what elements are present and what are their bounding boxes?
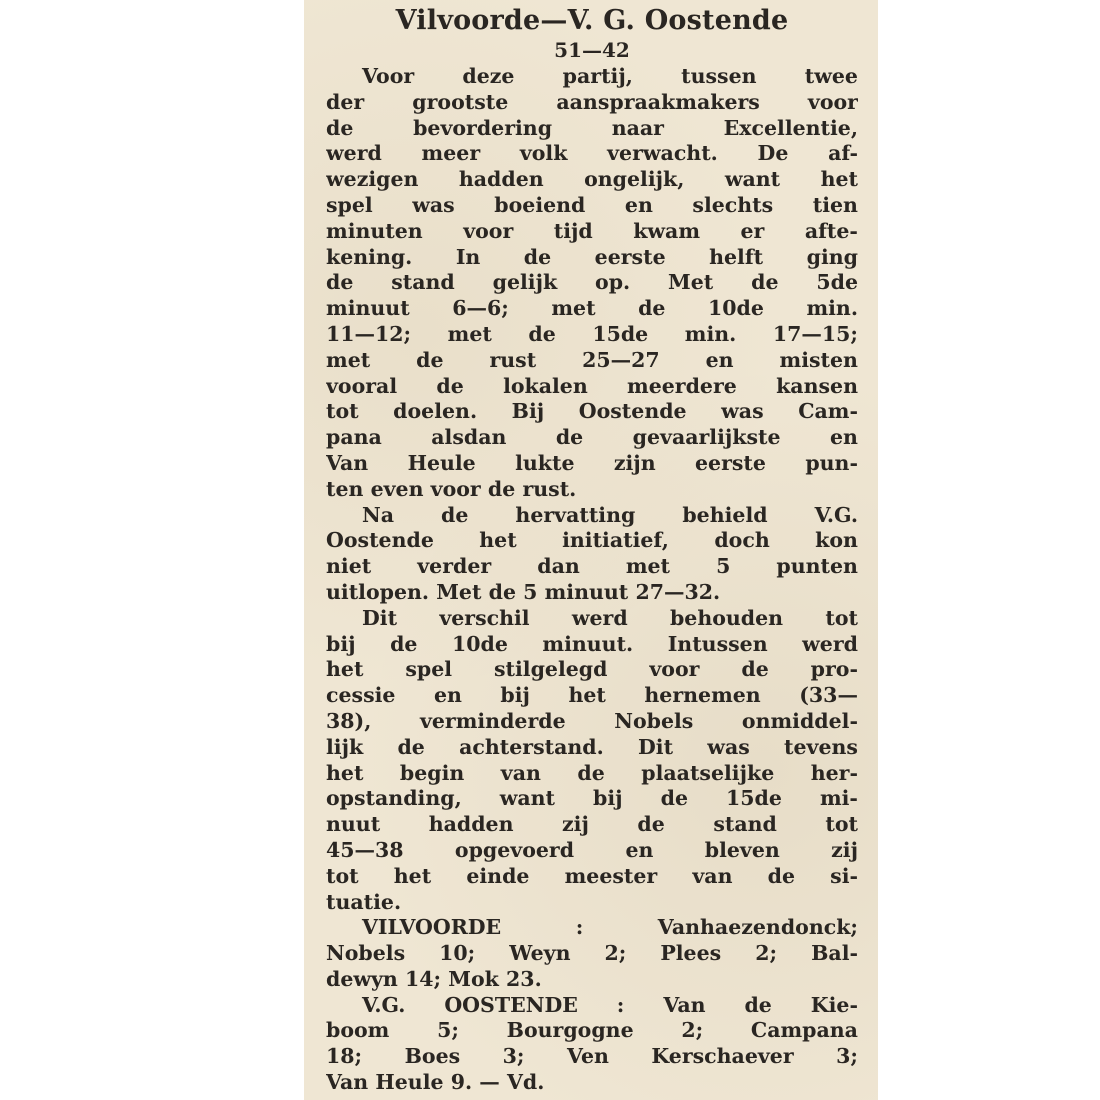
article-paragraph [326,915,858,992]
article-line: opstanding, want bij de 15de mi- [326,786,858,811]
article-line: werd meer volk verwacht. De af- [326,141,858,166]
article-line: Oostende het initiatief, doch kon [326,528,858,553]
article-line: tot doelen. Bij Oostende was Cam- [326,399,858,424]
article-line: minuten voor tijd kwam er afte- [326,218,858,243]
article-title: Vilvoorde—V. G. Oostende [395,5,789,36]
article-line: het spel stilgelegd voor de pro- [326,657,858,682]
article-paragraph [326,503,858,606]
article-line: de stand gelijk op. Met de 5de [326,270,858,295]
article-line: vooral de lokalen meerdere kansen [326,373,858,398]
article-line: V.G. OOSTENDE : Van de Kie- [362,992,858,1017]
article-line: cessie en bij het hernemen (33— [326,683,858,708]
article-line: Van Heule 9. — Vd. [326,1070,545,1095]
article-line: de bevordering naar Excellentie, [326,115,858,140]
article-line: niet verder dan met 5 punten [326,554,858,579]
article-line: Voor deze partij, tussen twee [362,64,858,88]
article-score: 51—42 [554,38,630,62]
article-line: lijk de achterstand. Dit was tevens [326,734,858,759]
article-line: tot het einde meester van de si- [326,863,858,888]
article-line: minuut 6—6; met de 10de min. [326,296,858,321]
article-body [326,64,858,1096]
article-line: pana alsdan de gevaarlijkste en [326,425,858,450]
article-paragraph [326,64,858,503]
article-line: dewyn 14; Mok 23. [326,966,542,991]
article-line: het begin van de plaatselijke her- [326,760,858,785]
newspaper-clipping [304,0,878,1100]
article-line: 45—38 opgevoerd en bleven zij [326,837,858,862]
article-line: bij de 10de minuut. Intussen werd [326,631,858,656]
article-paragraph [326,993,858,1096]
article-line: 11—12; met de 15de min. 17—15; [326,321,858,346]
article-line: uitlopen. Met de 5 minuut 27—32. [326,579,721,604]
article-line: Dit verschil werd behouden tot [362,605,858,630]
article-line: spel was boeiend en slechts tien [326,192,858,217]
article-line: kening. In de eerste helft ging [326,244,858,269]
article-line: 38), verminderde Nobels onmiddel- [326,708,858,733]
article-line: Van Heule lukte zijn eerste pun- [326,450,858,475]
article-line: Nobels 10; Weyn 2; Plees 2; Bal- [326,941,858,966]
article-line: boom 5; Bourgogne 2; Campana [326,1018,858,1043]
article-line: VILVOORDE : Vanhaezendonck; [362,915,858,940]
article-line: tuatie. [326,889,402,914]
article-line: met de rust 25—27 en misten [326,347,858,372]
article-line: der grootste aanspraakmakers voor [326,89,858,114]
article-line: 18; Boes 3; Ven Kerschaever 3; [326,1044,858,1069]
article-line: ten even voor de rust. [326,476,577,501]
article-line: nuut hadden zij de stand tot [326,812,858,837]
article-line: wezigen hadden ongelijk, want het [326,167,858,192]
article-paragraph [326,606,858,916]
article-line: Na de hervatting behield V.G. [362,502,858,527]
